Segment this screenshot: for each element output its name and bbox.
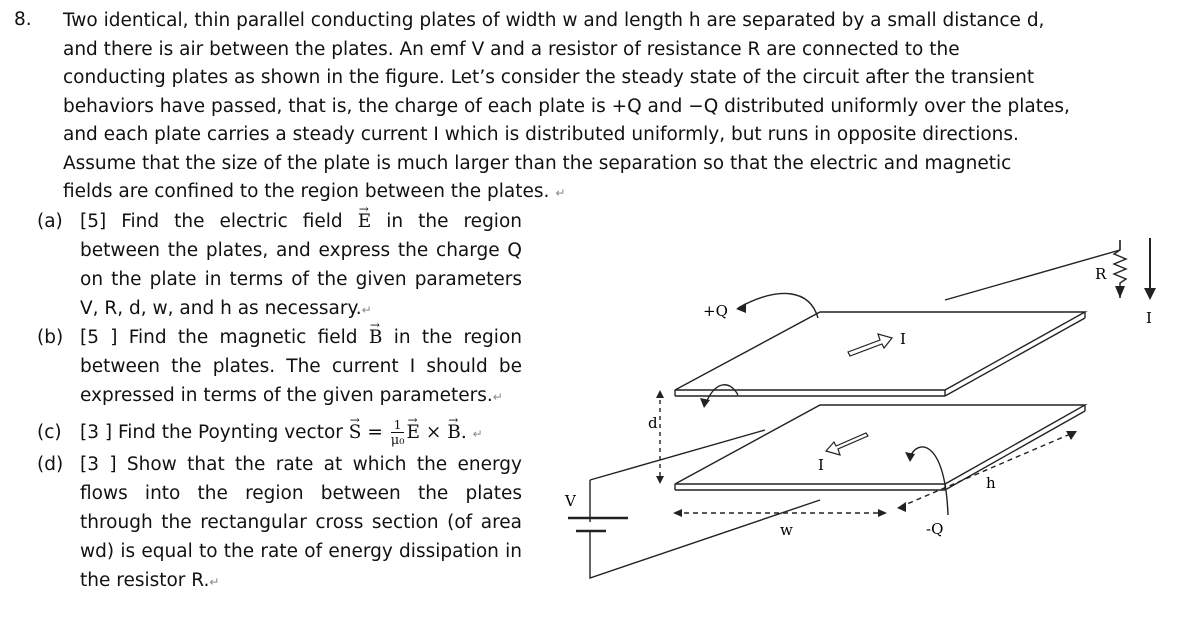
resistor-label: R xyxy=(1095,265,1107,283)
part-a-line-2: between the plates, and express the charge Q xyxy=(80,240,522,261)
part-b-line-2: between the plates. The current I should be xyxy=(80,356,522,377)
left-wire-bottom xyxy=(590,500,820,578)
part-d-line-3: through the rectangular cross section (of area xyxy=(80,512,522,533)
bottom-plate xyxy=(675,405,1085,484)
part-d-line-1: [3 ] Show that the rate at which the energy xyxy=(80,454,522,475)
part-d-label: (d) xyxy=(37,454,64,475)
circuit-figure xyxy=(545,205,1175,625)
poynting-symbol: → S xyxy=(349,413,362,453)
part-a-label: (a) xyxy=(37,211,63,232)
part-d-line-5: the resistor R.↵ xyxy=(80,570,220,591)
current-bottom-label: I xyxy=(818,456,824,474)
intro-line: fields are confined to the region between the plates. ↵ xyxy=(63,181,566,202)
magnetic-field-symbol: → B xyxy=(369,326,383,350)
intro-line: Two identical, thin parallel conducting plates of width w and length h are separated by a small distance d, xyxy=(63,10,1045,31)
top-plate xyxy=(675,312,1085,390)
electric-field-symbol: → E xyxy=(358,210,372,234)
part-a-line-4: V, R, d, w, and h as necessary.↵ xyxy=(80,298,372,319)
plus-q-label: +Q xyxy=(703,302,728,320)
part-a xyxy=(37,210,532,326)
part-b-label: (b) xyxy=(37,327,64,348)
part-c xyxy=(37,413,532,453)
part-d xyxy=(37,453,532,598)
intro-line: and there is air between the plates. An emf V and a resistor of resistance R are connected to the xyxy=(63,38,960,60)
part-a-line-1: [5] Find the electric field → E in the region xyxy=(37,210,522,239)
question-parts xyxy=(37,210,532,598)
part-a-line-3: on the plate in terms of the given parameters xyxy=(80,269,522,290)
intro-line: Assume that the size of the plate is much larger than the separation so that the electric and magnetic xyxy=(63,152,1012,174)
mu-zero-fraction: $\frac{1}{\text{μ₀}}$ xyxy=(390,417,405,448)
intro-line: and each plate carries a steady current I which is distributed uniformly, but runs in opposite directions. xyxy=(63,124,1019,145)
top-wire xyxy=(945,250,1120,300)
intro-line: conducting plates as shown in the figure. Let’s consider the steady state of the circuit after the transient xyxy=(63,67,1035,88)
length-label: h xyxy=(986,474,996,492)
part-d-line-2: flows into the region between the plates xyxy=(80,483,522,504)
battery-label: V xyxy=(565,492,576,510)
problem-number: 8. xyxy=(14,9,32,30)
current-right-label: I xyxy=(1146,309,1152,327)
separation-label: d xyxy=(648,414,658,432)
problem-intro xyxy=(63,9,1173,209)
part-c-label: (c) xyxy=(37,422,62,443)
part-d-line-4: wd) is equal to the rate of energy dissipation in xyxy=(80,541,522,562)
part-c-line: [3 ] Find the Poynting vector → S = $\frac{1}{\text{μ₀}}$ → E × → B. ↵ xyxy=(37,413,532,453)
width-label: w xyxy=(780,521,793,539)
part-b-line-3: expressed in terms of the given parameters.↵ xyxy=(80,385,503,406)
intro-line: behaviors have passed, that is, the charge of each plate is +Q and −Q distributed uniformly over the plates, xyxy=(63,95,1070,117)
current-top-label: I xyxy=(900,330,906,348)
minus-q-label: -Q xyxy=(926,520,944,538)
part-b-line-1: [5 ] Find the magnetic field → B in the region xyxy=(37,326,522,355)
